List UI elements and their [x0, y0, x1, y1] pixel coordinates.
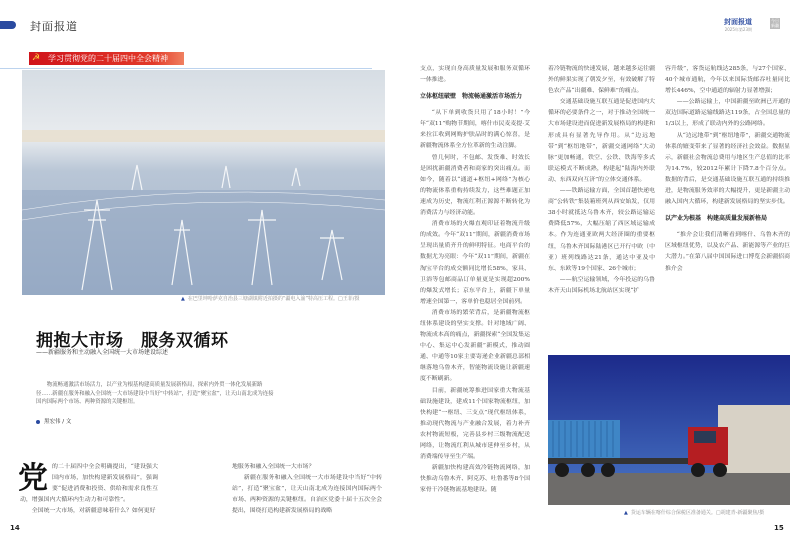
running-header-section: 封面报道 [724, 18, 752, 26]
article-subtitle: ——新疆服务和主动融入全国统一大市场建设综述 [36, 349, 169, 356]
paragraph: ——航空运输领域，今年投运的乌鲁木齐天山国际机场北航站区实现“扩 [548, 276, 655, 294]
paragraph: 新疆在服务和融入全国统一大市场建设中当好“中转站”，打造“聚宝盆”，让天山南北成为连接国内国际两个市场、两种资源的关键枢纽。自治区党委十届十五次全会提出，围绕打造构建新发展格局的战略 [232, 475, 382, 515]
paragraph: 的二十届四中全会明确提出，“建设强大国内市场，加快构建新发展格局”，强调要“促进消费和投资、供给和需求良性互动，增强国内大循环内生动力和可靠性”。 [20, 464, 158, 504]
paragraph: 全国统一大市场，对新疆意味着什么？如何更好 [31, 508, 156, 515]
theme-banner [29, 52, 184, 65]
section-label: 封面报道 [30, 20, 78, 33]
paragraph: ——铁路运输方面，全国首趟快递电商“公转铁”集装箱班列从西安始发，仅用38小时就抵达乌鲁木齐，较公路运输运费降低57%，大幅压缩了西区域运输成本。作为连通亚欧两大经济圈的重要枢纽，乌鲁木齐国际陆港区已开行中欧（中亚）班列线路达21条，通达中亚及中东、东欧等19个国家、26个城市； [548, 188, 655, 272]
paragraph: “推介会让我们清晰看到喀什、乌鲁木齐的区域枢纽优势，以及农产品、新能源等产业的巨大潜力。”在第八届中国国际进口博览会新疆招商推介会 [665, 232, 790, 272]
caption-triangle-icon: ▲ [624, 510, 628, 516]
right-body-column-1 [420, 64, 530, 496]
section-marker [0, 21, 16, 29]
subheading: 立体枢纽破壁 物流畅通激活市场活力 [420, 93, 523, 101]
party-emblem-icon: ☭ [32, 53, 41, 63]
byline [36, 417, 71, 425]
right-body-column-2 [548, 64, 655, 297]
caption-text: 在巴里坤哈萨克自治县三塘湖镇附近拍摄的“疆电入渝”特高压工程。□王菲/摄 [187, 296, 360, 302]
paragraph: “从下单到收货只用了18小时！”今年“双11”购物节期间，喀什市民麦麦提·艾来拉江收到网购护肤品时的满心惊喜，是新疆物流体系全方位革新的生动注脚。 [420, 110, 530, 150]
issue-number: 2025年第23期 [724, 27, 752, 32]
paragraph: ——公路运输上，中国新疆至欧洲已开通的双边国际道路运输线路达119条，占全国总量的1/3以上，形成了联动内外的公路网络。 [665, 99, 790, 128]
paragraph: 消费市场的繁荣背后，是新疆物流枢纽体系建设的坚实支撑。针对地域广阔、物流成本高的痛点，新疆探索“全国发集运中心、集运中心发新疆”新模式，推动圆通、中通等10家主要寄递企业新疆总部相继落地乌鲁木齐，智能物流设施让新疆速度不断刷新。 [420, 309, 530, 383]
container-truck-photo [548, 355, 790, 505]
paragraph: 交通基础设施互联互通是促进国内大循环的必要条件之一，对于推动全国统一大市场建设进而促进新发展格局的构建和形成具有显著先导作用。从“边远地带”到“枢纽地带”，新疆交通网络“大动脉”更加畅通，铁空、公铁、铁海等多式联运模式不断成熟，构建起“陆海内外联动、东西双向互济”的立体交通体系。 [548, 99, 655, 183]
page-number-left: 14 [10, 524, 20, 532]
paragraph: 新疆加快构建高效冷链物流网络，加快推动乌鲁木齐、阿克苏、吐鲁番等8个国家骨干冷链物流基地建设。随 [420, 465, 530, 494]
paragraph: 目前，新疆统筹推进国家重大物流基础设施建设，建成11个国家物流枢纽，加快构建“一枢纽、三支点”现代枢纽体系，推动现代物流与产业融合发展，着力补齐农村物流短板，完善县乡村三级物流配送网络，让物流红利从城市延伸至乡村，从消费端传导至生产端。 [420, 387, 530, 461]
subheading: 以产业为根基 构建高质量发展新格局 [665, 215, 768, 223]
paragraph: 消费市场的火爆直观印证着物流升级的成效。今年“双11”期间，新疆消费市场呈现出量质齐升的鲜明特征。电商平台的数据尤为亮眼：今年“双11”期间，新疆在淘宝平台的成交额同比增长58%，家具、卫浴等包邮商品订单量更是实现超200%的爆发式增长；京东平台上，新疆下单量增速全国第一，客单价也稳居全国前列。 [420, 221, 530, 305]
caption-text: 货运车辆在喀什综合保税区准备通关。□胡建青-新疆聚焦/摄 [630, 510, 765, 516]
bullet-icon [36, 420, 40, 424]
page-number-right: 15 [774, 524, 784, 532]
power-line-photo [22, 70, 385, 295]
author-name: 黑宏伟 / 文 [44, 419, 72, 425]
paragraph: 支点，实现自身高质量发展和服务双循环一体推进。 [420, 66, 530, 84]
left-body-column-2 [232, 462, 382, 517]
right-body-column-3 [665, 64, 790, 275]
divider [0, 68, 372, 69]
banner-text: 学习贯彻党的二十届四中全会精神 [48, 54, 168, 63]
paragraph: 着冷链物流的快速发展，越来越多运往疆外的鲜果实现了朝发夕至，有效破解了特色农产品“出疆难、保鲜难”的痛点。 [548, 66, 655, 95]
caption-triangle-icon: ▲ [181, 296, 185, 302]
photo-caption-right [624, 509, 764, 516]
article-intro: 物流畅通激活市场活力，以产业为根基构建高质量发展新格局，探索内外贸一体化发展新路径……新疆在服务和融入全国统一大市场建设中当好“中转站”，打造“聚宝盆”，让天山南北成为连接国内国际两个市场、两种资源的关键枢纽。 [36, 382, 274, 406]
magazine-logo-box: 今日新疆 [771, 18, 779, 28]
running-header [724, 17, 752, 33]
article-title: 拥抱大市场 服务双循环 [36, 331, 229, 351]
paragraph: 曾几何时，不包邮、发货难、时效长是困扰新疆消费者和商家的突出痛点。而如今，随着以“通道+枢纽+网络”为核心的物流体系重构持续发力，这些难题正加速成为历史，物流红利正源源不断转化为消费活力与经济动能。 [420, 154, 530, 217]
paragraph: 容升级”，客货运航线达285条，与27个国家、40个城市通航，今年以来国际货邮吞吐量同比增长446%，空中通道的辐射力显著增强； [665, 66, 790, 95]
photo-caption-left [181, 295, 359, 302]
left-body-column-1 [20, 462, 158, 517]
paragraph: 地服务和融入全国统一大市场？ [232, 464, 315, 470]
drop-cap: 党 [18, 461, 48, 496]
paragraph: 从“边远地带”到“枢纽地带”，新疆交通物流体系的嬗变带来了显著的经济社会效益。数据显示，新疆社会物流总费用与地区生产总值的比率为14.7%，较2012年累计下降7.8个百分点。数据的背后，是交通基础设施互联互通的持续推进，是物流服务效率的大幅提升，更是新疆主动融入国内大循环，构建新发展格局的坚实步伐。 [665, 132, 790, 206]
